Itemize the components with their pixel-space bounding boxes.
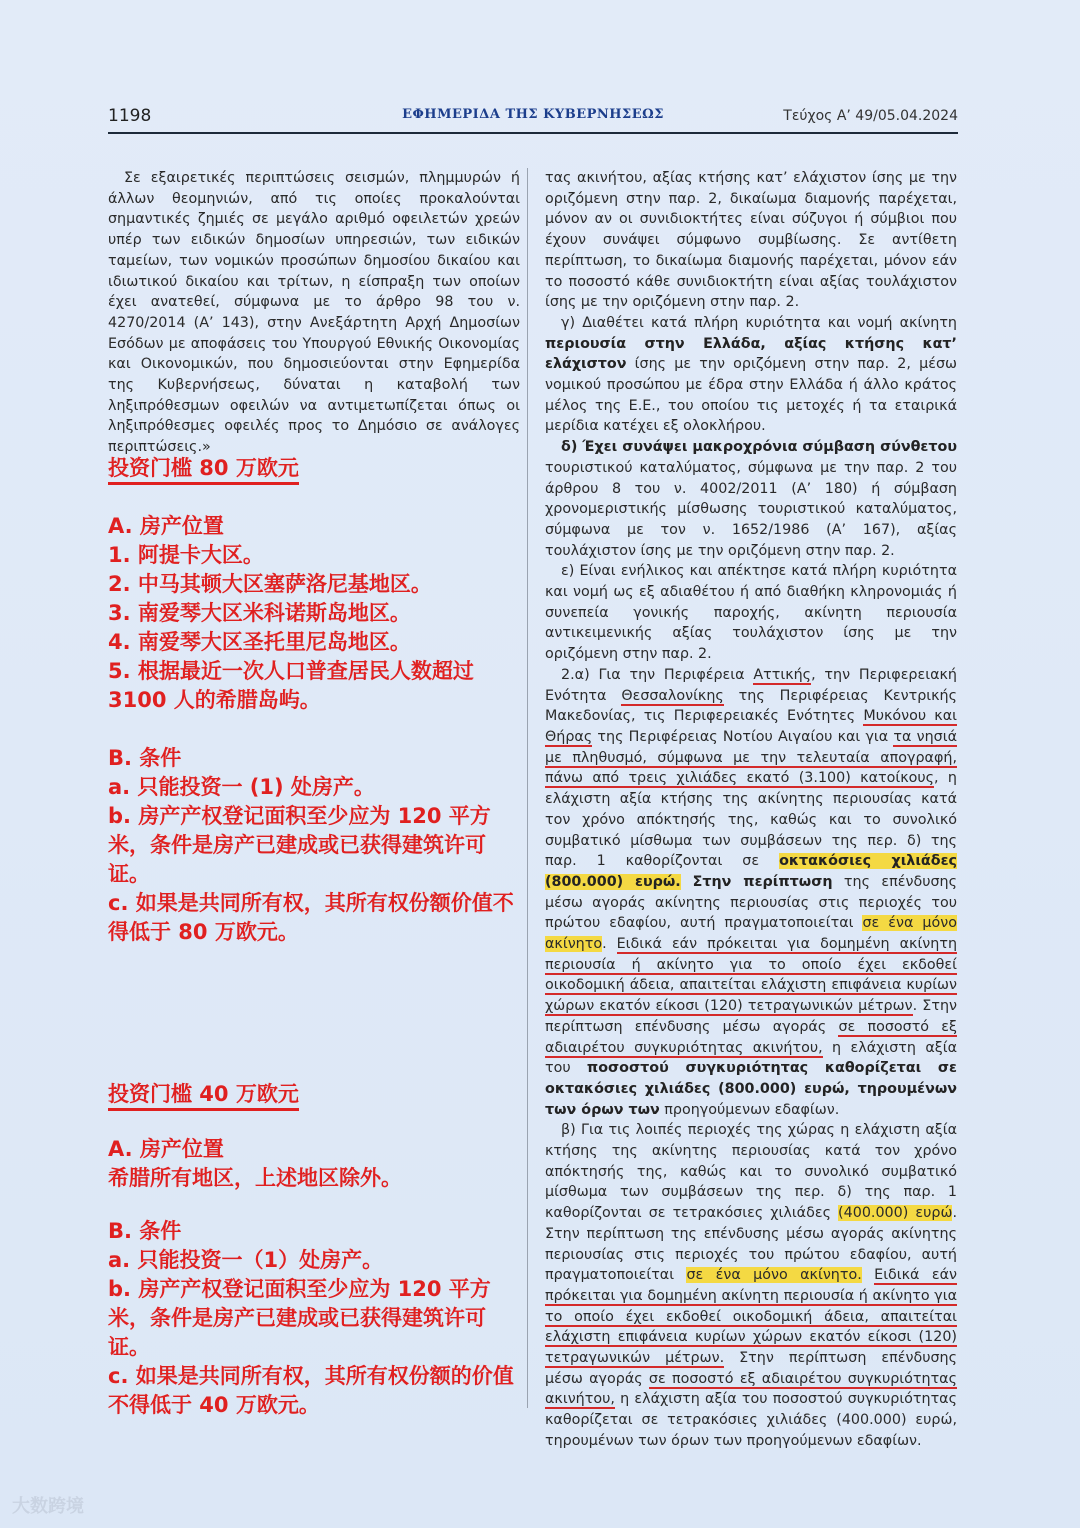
list-item: b. 房产产权登记面积至少应为 120 平方米，条件是房产已建成或已获得建筑许可证。 bbox=[108, 804, 491, 886]
annotation-400k-section-a: A. 房产位置 bbox=[108, 1137, 224, 1161]
list-item: b. 房产产权登记面积至少应为 120 平方米，条件是房产已建成或已获得建筑许可证。 bbox=[108, 1277, 491, 1359]
list-item: c. 如果是共同所有权，其所有权份额的价值不得低于 40 万欧元。 bbox=[108, 1364, 514, 1417]
list-item: c. 如果是共同所有权，其所有权份额价值不得低于 80 万欧元。 bbox=[108, 891, 514, 944]
list-item: a. 只能投资一 (1) 处房产。 bbox=[108, 775, 375, 799]
annotation-400k bbox=[108, 1080, 523, 1420]
left-column bbox=[108, 168, 520, 458]
annotation-800k-section-b: B. 条件 bbox=[108, 746, 182, 770]
gazette-title: ΕΦΗΜΕΡΙΔΑ ΤΗΣ ΚΥΒΕΡΝΗΣΕΩΣ bbox=[402, 107, 664, 122]
issue-number: Τεύχος Α’ 49/05.04.2024 bbox=[783, 108, 958, 124]
right-paragraph-6: β) Για τις λοιπές περιοχές της χώρας η ελάχιστη αξία κτήσης της ακίνητης περιουσίας κατά τον χρόνο απόκτησής της, καθώς και το συνολικό συμβατικό μίσθωμα των συμβάσεων της περ. δ) της παρ. 1 καθορίζονται σε τετρακόσιες χιλιάδες (400.000) ευρώ. Στην περίπτωση της επένδυσης μέσω αγοράς ακίνητης περιουσίας στις περιοχές του πρώτου εδαφίου, αυτή πραγματοποιείται σε ένα μόνο ακίνητο. Ειδικά εάν πρόκειται για δομημένη ακίνητη περιουσία ή ακίνητο για το οποίο έχει εκδοθεί οικοδομική άδεια, απαιτείται ελάχιστη επιφάνεια κυρίων χώρων εκατόν είκοσι (120) τετραγωνικών μέτρων. Στην περίπτωση επένδυσης μέσω αγοράς σε ποσοστό εξ αδιαιρέτου συγκυριότητας ακινήτου, η ελάχιστη αξία του ποσοστού συγκυριότητας καθορίζεται σε τετρακόσιες χιλιάδες (400.000) ευρώ, τηρουμένων των όρων των προηγούμενων εδαφίων. bbox=[545, 1122, 958, 1449]
annotation-400k-a-text: 希腊所有地区，上述地区除外。 bbox=[108, 1166, 402, 1190]
right-paragraph-2: γ) Διαθέτει κατά πλήρη κυριότητα και νομή ακίνητη περιουσία στην Ελλάδα, αξίας κτήσης κατ’ ελάχιστον ίσης με την οριζόμενη στην παρ. 2, μέσω νομικού προσώπου με έδρα στην Ελλάδα ή άλλο κράτος μέλος της Ε.Ε., του οποίου τις μετοχές ή τα εταιρικά μερίδια κατέχει εξ ολοκλήρου. bbox=[545, 314, 957, 435]
list-item: 1. 阿提卡大区。 bbox=[108, 543, 264, 567]
right-paragraph-4: ε) Είναι ενήλικος και απέκτησε κατά πλήρη κυριότητα και νομή ως εξ αδιαθέτου ή από διαθήκη κληρονομιάς ή συνεπεία γονικής παροχής, ακίνητη περιουσία αντικειμενικής αξίας τουλάχιστον ίσης με την οριζόμενη στην παρ. 2. bbox=[545, 563, 957, 663]
right-column bbox=[545, 168, 957, 1452]
list-item: 5. 根据最近一次人口普查居民人数超过 3100 人的希腊岛屿。 bbox=[108, 659, 474, 712]
page-header bbox=[108, 104, 958, 134]
annotation-800k-section-a: A. 房产位置 bbox=[108, 514, 224, 538]
left-greek-paragraph: Σε εξαιρετικές περιπτώσεις σεισμών, πλημμυρών ή άλλων θεομηνιών, από τις οποίες προκαλούνται σημαντικές ζημιές σε μεγάλο αριθμό οφειλετών χρεών υπέρ των ειδικών δημοσίων υπηρεσιών, των ειδικών ταμείων, των νομικών προσώπων δημοσίου δικαίου και ιδιωτικού δικαίου και τρίτων, η είσπραξη των οποίων έχει ανατεθεί, σύμφωνα με το άρθρο 98 του ν. 4270/2014 (Α’ 143), στην Ανεξάρτητη Αρχή Δημοσίων Εσόδων με αποφάσεις του Υπουργού Εθνικής Οικονομίας και Οικονομικών, που δημοσιεύονται στην Εφημερίδα της Κυβερνήσεως, δύναται η καταβολή των ληξιπρόθεσμων οφειλών να αντιμετωπίζεται όπως οι ληξιπρόθεσμες οφειλές προς το Δημόσιο σε ανάλογες περιπτώσεις.» bbox=[108, 170, 520, 456]
right-paragraph-1: τας ακινήτου, αξίας κτήσης κατ’ ελάχιστον ίσης με την οριζόμενη στην παρ. 2, δικαίωμα διαμονής παρέχεται, μόνον αν οι συνιδιοκτήτες είναι σύζυγοι ή σύμβιοι που έχουν συνάψει σύμφωνο συμβίωσης. Σε αντίθετη περίπτωση, το δικαίωμα διαμονής παρέχεται, μόνον εάν το ποσοστό κάθε συνιδιοκτήτη είναι αξίας τουλάχιστον ίσης με την οριζόμενη στην παρ. 2. bbox=[545, 170, 957, 311]
right-paragraph-5: 2.α) Για την Περιφέρεια Αττικής, την Περιφερειακή Ενότητα Θεσσαλονίκης της Περιφέρειας Κεντρικής Μακεδονίας, τις Περιφερειακές Ενότητες Μυκόνου και Θήρας της Περιφέρειας Νοτίου Αιγαίου και για τα νησιά με πληθυσμό, σύμφωνα με την τελευταία απογραφή, πάνω από τρεις χιλιάδες εκατό (3.100) κατοίκους, η ελάχιστη αξία κτήσης της ακίνητης περιουσίας κατά τον χρόνο απόκτησής της, καθώς και το συνολικό συμβατικό μίσθωμα των συμβάσεων της περ. δ) της παρ. 1 καθορίζονται σε οκτακόσιες χιλιάδες (800.000) ευρώ. Στην περίπτωση της επένδυσης μέσω αγοράς ακίνητης περιουσίας στις περιοχές του πρώτου εδαφίου, αυτή πραγματοποιείται σε ένα μόνο ακίνητο. Ειδικά εάν πρόκειται για δομημένη ακίνητη περιουσία ή ακίνητο για το οποίο έχει εκδοθεί οικοδομική άδεια, απαιτείται ελάχιστη επιφάνεια κυρίων χώρων εκατόν είκοσι (120) τετραγωνικών μέτρων. Στην περίπτωση επένδυσης μέσω αγοράς σε ποσοστό εξ αδιαιρέτου συγκυριότητας ακινήτου, η ελάχιστη αξία του ποσοστού συγκυριότητας καθορίζεται σε οκτακόσιες χιλιάδες (800.000) ευρώ, τηρουμένων των όρων των προηγούμενων εδαφίων. bbox=[545, 666, 958, 1118]
column-divider bbox=[527, 168, 528, 1408]
annotation-800k-title: 投资门槛 80 万欧元 bbox=[108, 454, 299, 485]
list-item: a. 只能投资一（1）处房产。 bbox=[108, 1248, 384, 1272]
list-item: 2. 中马其顿大区塞萨洛尼基地区。 bbox=[108, 572, 432, 596]
annotation-800k bbox=[108, 454, 523, 947]
annotation-400k-title: 投资门槛 40 万欧元 bbox=[108, 1080, 299, 1111]
list-item: 3. 南爱琴大区米科诺斯岛地区。 bbox=[108, 601, 411, 625]
annotation-400k-section-b: B. 条件 bbox=[108, 1219, 182, 1243]
list-item: 4. 南爱琴大区圣托里尼岛地区。 bbox=[108, 630, 411, 654]
right-paragraph-3: δ) Έχει συνάψει μακροχρόνια σύμβαση σύνθετου τουριστικού καταλύματος, σύμφωνα με την παρ. 2 του άρθρου 8 του ν. 4002/2011 (Α’ 180) ή σύμβαση χρονομεριστικής μίσθωσης τουριστικού καταλύματος, σύμφωνα με τον ν. 1652/1986 (Α’ 167), αξίας τουλάχιστον ίσης με την οριζόμενη στην παρ. 2. bbox=[545, 439, 957, 559]
watermark-logo: 大数跨境 bbox=[12, 1496, 84, 1517]
page-number: 1198 bbox=[108, 106, 152, 126]
